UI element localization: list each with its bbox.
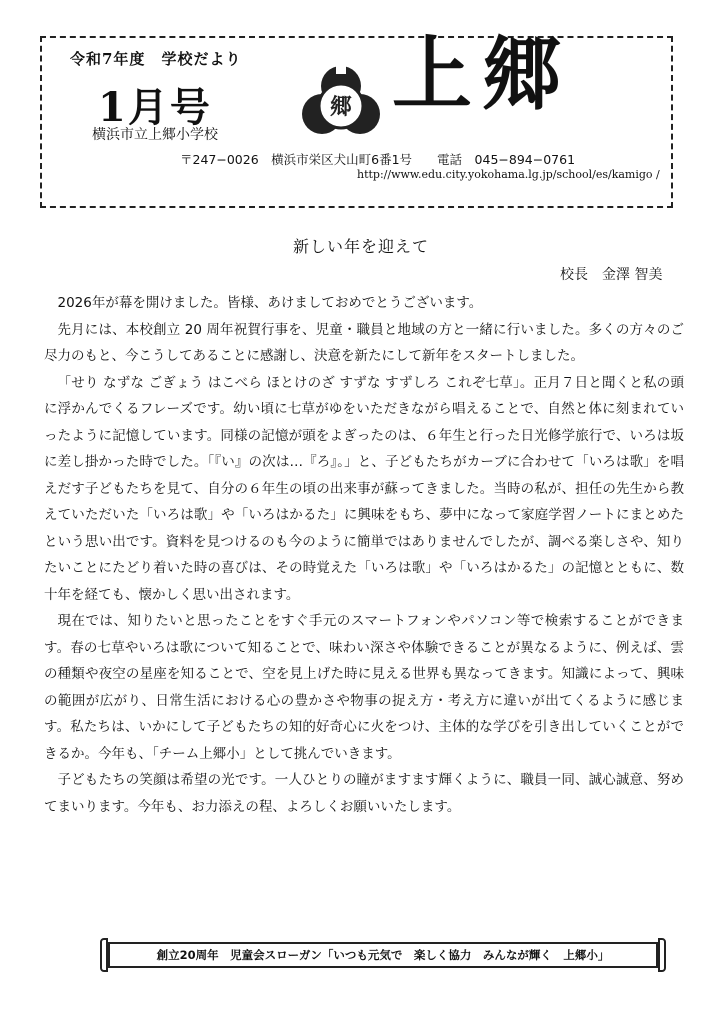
newsletter-title: 上郷 xyxy=(392,27,572,121)
paragraph: 2026年が幕を開けました。皆様、あけましておめでとうございます。 xyxy=(57,295,483,311)
emblem-char: 郷 xyxy=(329,94,353,120)
issue-month: 1月号 xyxy=(98,84,212,131)
article-body xyxy=(44,290,684,820)
paragraph: 先月には、本校創立 20 周年祝賀行事を、児童・職員と地域の方と一緒に行いました。多くの方々のご尽力のもと、今こうしてあることに感謝し、決意を新たにして新年をスタートしました。 xyxy=(44,321,684,364)
article-author: 校長 金澤 智美 xyxy=(560,267,663,283)
issue-label: 令和7年度 学校だより xyxy=(70,50,242,68)
paragraph: 子どもたちの笑顔は希望の光です。一人ひとりの瞳がますます輝くように、職員一同、誠心誠意、努めてまいります。今年も、お力添えの程、よろしくお願いいたします。 xyxy=(44,772,684,815)
slogan-banner: 創立20周年 児童会スローガン「いつも元気で 楽しく協力 みんなが輝く 上郷小」 xyxy=(108,942,658,968)
paragraph: 「せり なずな ごぎょう はこべら ほとけのざ すずな すずしろ これぞ七草」。正月７日と聞くと私の頭に浮かんでくるフレーズです。幼い頃に七草がゆをいただきながら唱えることで、自然と体に刻まれていったように記憶しています。同様の記憶が頭をよぎったのは、６年生と行った日光修学旅行で、いろは坂に差し掛かった時でした。「『い』の次は…『ろ』。」と、子どもたちがカーブに合わせて「いろは歌」を唱えだす子どもたちを見て、自分の６年生の頃の出来事が蘇ってきました。当時の私が、担任の先生から教えていただいた「いろは歌」や「いろはかるた」に興味をもち、夢中になって家庭学習ノートにまとめたという思い出です。資料を見つけるのも今のように簡単ではありませんでしたが、調べる楽しさや、知りたいことにたどり着いた時の喜びは、その時覚えた「いろは歌」や「いろはかるた」の記憶とともに、数十年を経ても、懐かしく思い出されます。 xyxy=(44,374,684,603)
school-name: 横浜市立上郷小学校 xyxy=(92,127,218,143)
paragraph: 現在では、知りたいと思ったことをすぐ手元のスマートフォンやパソコン等で検索することができます。春の七草やいろは歌について知ることで、味わい深さや体験できることが異なるように、例えば、雲の種類や夜空の星座を知ることで、空を見上げた時に見える世界も異なってきます。知識によって、興味の範囲が広がり、日常生活における心の豊かさや物事の捉え方・考え方に違いが出てくるように感じます。私たちは、いかにして子どもたちの知的好奇心に火をつけ、主体的な学びを引き出していくことができるか。今年も、「チーム上郷小」として挑んでいきます。 xyxy=(44,613,684,762)
school-url: http://www.edu.city.yokohama.lg.jp/school/es/kamigo / xyxy=(357,168,660,181)
article-title: 新しい年を迎えて xyxy=(292,237,429,256)
school-emblem-icon xyxy=(298,54,384,140)
school-address: 〒247−0026 横浜市栄区犬山町6番1号 電話 045−894−0761 xyxy=(180,152,576,167)
